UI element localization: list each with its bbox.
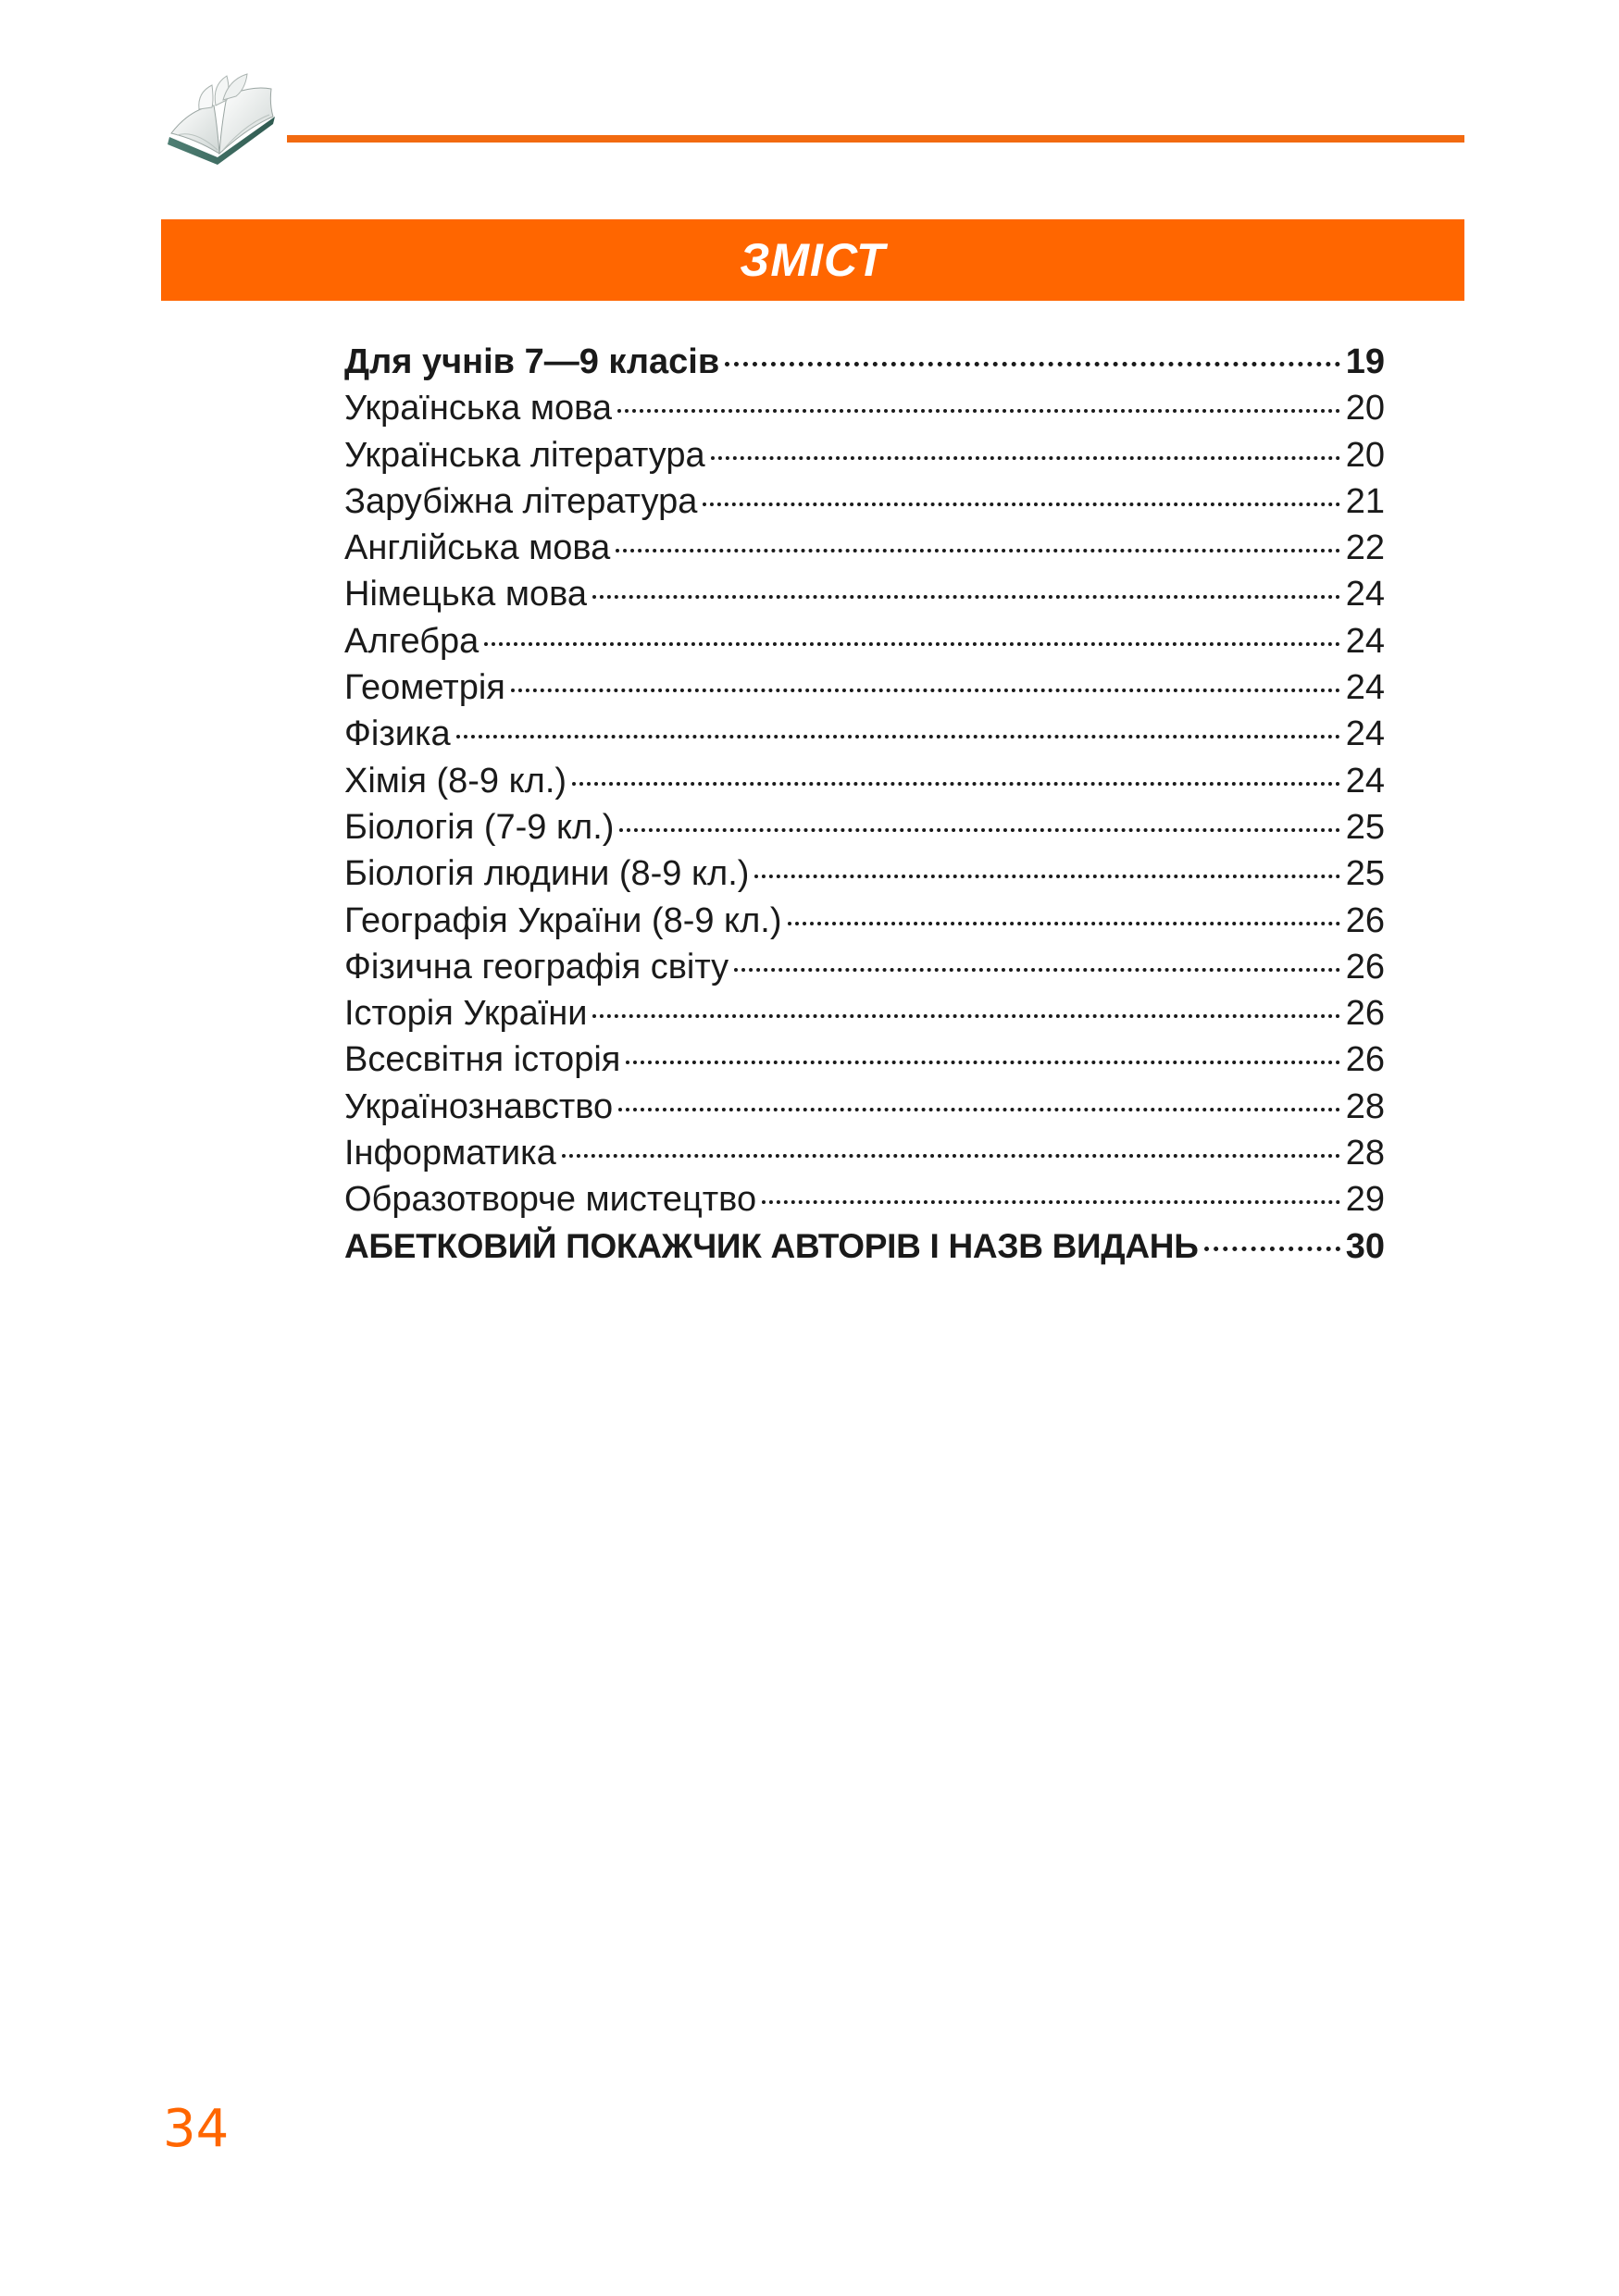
toc-entry-label: Українська література	[344, 435, 705, 475]
toc-entry[interactable]	[344, 944, 1385, 990]
toc-entry[interactable]	[344, 1223, 1385, 1270]
dot-leader	[725, 362, 1340, 366]
toc-entry[interactable]	[344, 1130, 1385, 1176]
toc-entry[interactable]	[344, 758, 1385, 804]
toc-entry-page: 30	[1345, 1226, 1385, 1266]
toc-entry-page: 22	[1345, 528, 1385, 568]
toc-entry-page: 24	[1345, 761, 1385, 800]
toc-entry-page: 28	[1345, 1134, 1385, 1173]
toc-entry[interactable]	[344, 571, 1385, 617]
toc-entry[interactable]	[344, 664, 1385, 711]
toc-entry-label: Біологія (7-9 кл.)	[344, 807, 615, 847]
toc-entry-page: 24	[1345, 621, 1385, 661]
toc-entry-label: Українська мова	[344, 389, 612, 428]
toc-entry-label: Фізика	[344, 714, 451, 754]
title-banner	[161, 219, 1464, 301]
dot-leader	[456, 735, 1340, 738]
toc-entry-page: 26	[1345, 947, 1385, 987]
toc-entry-label: Історія України	[344, 994, 588, 1034]
toc-entry[interactable]	[344, 385, 1385, 431]
dot-leader	[572, 782, 1340, 786]
toc-entry-page: 26	[1345, 994, 1385, 1034]
dot-leader	[511, 689, 1340, 692]
toc-entry-label: Англійська мова	[344, 528, 611, 568]
toc-entry-label: Географія України (8-9 кл.)	[344, 900, 782, 940]
toc-entry-label: Німецька мова	[344, 575, 588, 614]
toc-entry-page: 25	[1345, 854, 1385, 894]
toc-entry-label: Для учнів 7—9 класів	[344, 342, 720, 381]
dot-leader	[619, 828, 1339, 832]
toc-entry-page: 21	[1345, 481, 1385, 521]
toc-entry[interactable]	[344, 804, 1385, 850]
toc-entry-page: 26	[1345, 900, 1385, 940]
toc-entry[interactable]	[344, 1084, 1385, 1130]
dot-leader	[754, 875, 1339, 878]
dot-leader	[592, 1014, 1339, 1018]
toc-entry-page: 20	[1345, 435, 1385, 475]
toc-entry[interactable]	[344, 618, 1385, 664]
dot-leader	[617, 409, 1340, 413]
toc-entry-label: Зарубіжна література	[344, 481, 698, 521]
dot-leader	[616, 549, 1339, 552]
toc-entry[interactable]	[344, 850, 1385, 897]
toc-entry-label: Алгебра	[344, 621, 479, 661]
toc-entry-label: Біологія людини (8-9 кл.)	[344, 854, 750, 894]
toc-entry-page: 26	[1345, 1040, 1385, 1080]
toc-entry[interactable]	[344, 1176, 1385, 1222]
toc-entry-page: 25	[1345, 807, 1385, 847]
toc-entry-label: Всесвітня історія	[344, 1040, 621, 1080]
toc-entry-page: 20	[1345, 389, 1385, 428]
table-of-contents	[344, 339, 1385, 1270]
page-number: 34	[163, 2099, 230, 2159]
toc-entry[interactable]	[344, 432, 1385, 478]
dot-leader	[562, 1154, 1340, 1158]
dot-leader	[734, 968, 1340, 972]
dot-leader	[788, 922, 1340, 925]
toc-entry-page: 24	[1345, 575, 1385, 614]
toc-entry[interactable]	[344, 1036, 1385, 1083]
toc-entry-label: АБЕТКОВИЙ ПОКАЖЧИК АВТОРІВ І НАЗВ ВИДАНЬ	[344, 1226, 1199, 1265]
dot-leader	[618, 1108, 1340, 1111]
toc-entry[interactable]	[344, 898, 1385, 944]
toc-entry-label: Українознавство	[344, 1086, 614, 1126]
toc-entry[interactable]	[344, 339, 1385, 385]
toc-entry-page: 24	[1345, 668, 1385, 708]
toc-entry-page: 24	[1345, 714, 1385, 754]
toc-entry[interactable]	[344, 711, 1385, 757]
dot-leader	[626, 1061, 1339, 1064]
dot-leader	[484, 642, 1339, 646]
toc-entry-page: 28	[1345, 1086, 1385, 1126]
header-rule	[287, 135, 1464, 143]
toc-entry-label: Інформатика	[344, 1134, 556, 1173]
toc-entry-label: Фізична географія світу	[344, 947, 729, 987]
dot-leader	[703, 503, 1339, 506]
dot-leader	[592, 595, 1340, 599]
toc-entry[interactable]	[344, 478, 1385, 525]
toc-entry[interactable]	[344, 525, 1385, 571]
dot-leader	[1204, 1247, 1340, 1251]
toc-entry-label: Образотворче мистецтво	[344, 1180, 757, 1220]
page-title: ЗМІСТ	[740, 234, 886, 286]
dot-leader	[711, 456, 1340, 460]
toc-entry-label: Геометрія	[344, 668, 505, 708]
open-book-icon	[162, 72, 282, 169]
dot-leader	[762, 1200, 1340, 1204]
toc-entry[interactable]	[344, 990, 1385, 1036]
toc-entry-page: 19	[1345, 342, 1385, 381]
toc-entry-page: 29	[1345, 1180, 1385, 1220]
toc-entry-label: Хімія (8-9 кл.)	[344, 761, 567, 800]
